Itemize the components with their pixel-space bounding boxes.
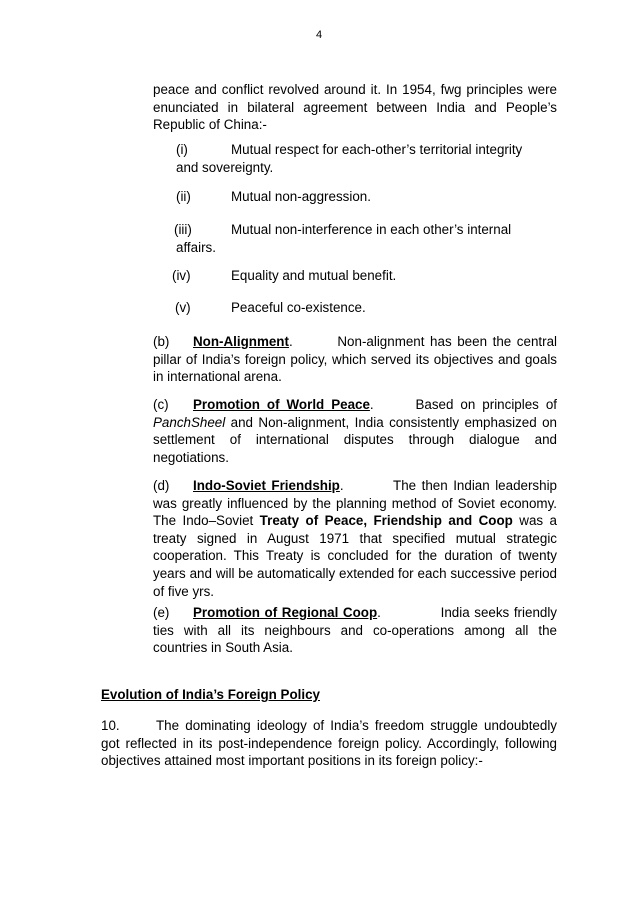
section-label: (e) [153,605,170,620]
section-body-start: Based on principles of [415,397,557,412]
section-body-start: The then Indian leadership was greatly influenced by the planning method of Soviet economy. The Indo–Soviet [153,478,557,529]
principle-item [176,188,556,206]
section-body-end: was a treaty signed in August 1971 that specified mutual strategic cooperation. This Treaty is concluded for the duration of twenty years and will be automatically extended for each successive period of five yrs. [153,513,557,599]
principle-text-continued: and sovereignty. [176,159,274,175]
section-body: Non-alignment has been the central pillar of India’s foreign policy, which served its objectives and goals in international arena. [153,334,557,385]
page-number: 4 [315,29,323,41]
principle-text: Mutual non-aggression. [231,189,371,204]
principle-number: (v) [175,300,191,315]
principle-item [172,267,552,285]
section-italic-term: PanchSheel [153,414,226,430]
section-label: (d) [153,478,170,493]
section-bold-term: Treaty of Peace, Friendship and Coop [259,513,513,529]
principle-text-continued: affairs. [176,239,216,255]
principle-text: Mutual respect for each-other’s territorial integrity [231,142,523,157]
section-world-peace: (c) Promotion of World Peace. Based on principles of PanchSheel and Non-alignment, India consistently emphasized on settlement of international disputes through dialogue and negotiations. [153,397,557,465]
principle-text: Peaceful co-existence. [231,300,366,315]
section-body: India seeks friendly ties with all its neighbours and co-operations among all the countries in South Asia. [153,605,558,656]
principle-text: Mutual non-interference in each other’s internal [231,222,512,237]
section-label: (c) [153,397,169,412]
section-label: (b) [153,334,170,349]
principle-number: (ii) [176,189,191,204]
section-heading: Non-Alignment [193,334,289,349]
principle-number: (i) [176,142,188,157]
paragraph-10 [101,717,557,770]
principle-item [174,221,554,256]
paragraph-text: The dominating ideology of India’s freedom struggle undoubtedly got reflected in its post-independence foreign policy. Accordingly, following objectives attained most important positions in its foreign policy:- [101,718,557,769]
section-heading: Indo-Soviet Friendship [193,478,340,493]
section-non-alignment: (b) Non-Alignment. Non-alignment has been the central pillar of India’s foreign policy, which served its objectives and goals in international arena. [153,334,557,385]
principle-number: (iii) [174,222,192,237]
section-indo-soviet: (d) Indo-Soviet Friendship. The then Indian leadership was greatly influenced by the planning method of Soviet economy. The Indo–Soviet Treaty of Peace, Friendship and Coop was a treaty signed in August 1971 that specified mutual strategic cooperation. This Treaty is concluded for the duration of twenty years and will be automatically extended for each successive period of five yrs. [153,478,557,599]
paragraph-number: 10. [101,718,120,733]
principle-item [175,299,555,317]
intro-paragraph: peace and conflict revolved around it. In 1954, fwg principles were enunciated in bilateral agreement between India and People’s Republic of China:- [153,82,557,133]
section-heading: Promotion of World Peace [193,397,370,412]
evolution-heading: Evolution of India’s Foreign Policy [101,687,320,702]
principle-number: (iv) [172,268,191,283]
principle-item [176,141,556,176]
section-heading: Promotion of Regional Coop [193,605,378,620]
principle-text: Equality and mutual benefit. [231,268,397,283]
section-body-end: and Non-alignment, India consistently emphasized on settlement of international disputes through dialogue and negotiations. [153,414,557,465]
section-regional-coop: (e) Promotion of Regional Coop. India seeks friendly ties with all its neighbours and co-operations among all the countries in South Asia. [153,605,558,656]
